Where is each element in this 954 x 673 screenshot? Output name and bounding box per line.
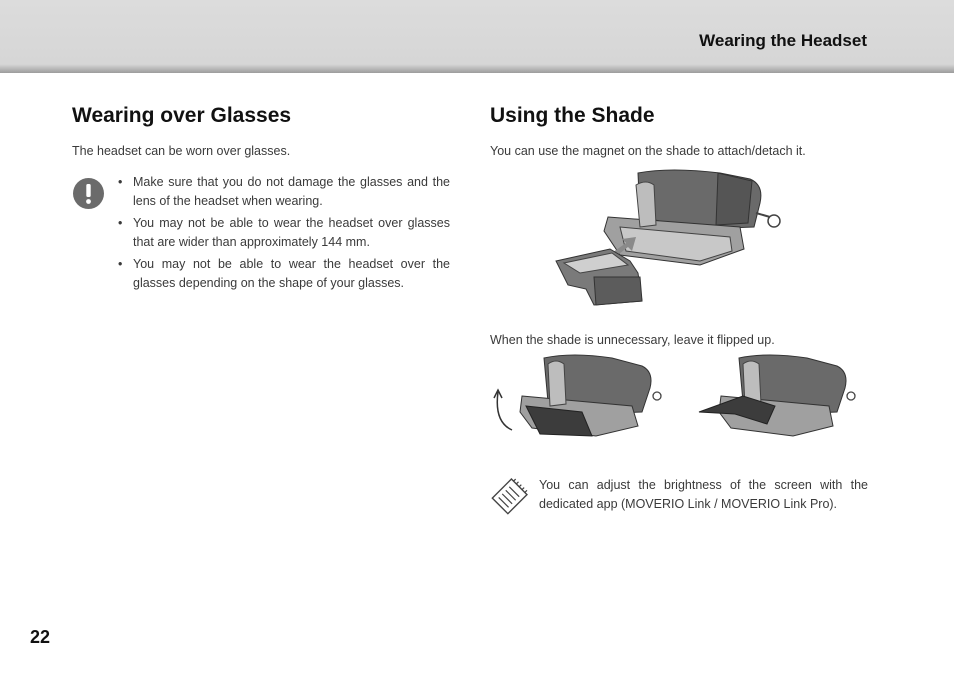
intro-text-glasses: The headset can be worn over glasses. — [72, 144, 291, 158]
shade-flip-illustration-left — [492, 352, 667, 442]
list-item: • You may not be able to wear the headset over glasses that are wider than approximately 144 mm. — [118, 216, 450, 249]
intro-text-shade: You can use the magnet on the shade to attach/detach it. — [490, 144, 806, 158]
page-number: 22 — [30, 627, 51, 647]
list-item: • Make sure that you do not damage the glasses and the lens of the headset when wearing. — [118, 175, 450, 208]
heading-using-the-shade: Using the Shade — [490, 104, 655, 127]
heading-wearing-over-glasses: Wearing over Glasses — [72, 104, 292, 127]
flip-up-text: When the shade is unnecessary, leave it flipped up. — [490, 333, 775, 347]
list-item: • You may not be able to wear the headset over the glasses depending on the shape of your glasses. — [118, 257, 450, 290]
memo-note-icon — [490, 476, 530, 521]
caution-item-text: You may not be able to wear the headset over glasses that are wider than approximately 144 mm. — [133, 216, 450, 249]
section-title: Wearing the Headset — [699, 31, 867, 50]
exclamation-caution-icon — [73, 178, 104, 209]
note-text: You can adjust the brightness of the screen with the dedicated app (MOVERIO Link / MOVERIO Link Pro). — [539, 478, 868, 511]
caution-item-text: You may not be able to wear the headset over the glasses depending on the shape of your glasses. — [133, 257, 450, 290]
shade-attach-illustration — [550, 165, 790, 315]
header-band — [0, 0, 954, 73]
caution-list — [118, 173, 450, 296]
caution-item-text: Make sure that you do not damage the glasses and the lens of the headset when wearing. — [133, 175, 450, 208]
shade-flip-illustration-right — [695, 352, 860, 442]
